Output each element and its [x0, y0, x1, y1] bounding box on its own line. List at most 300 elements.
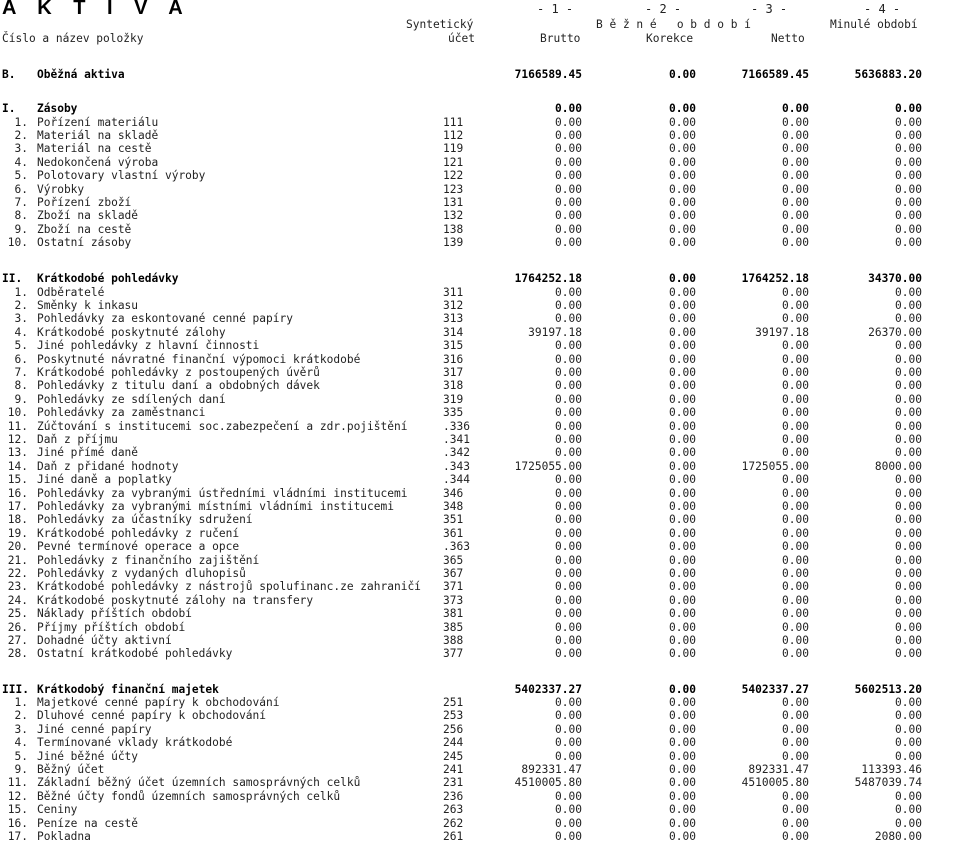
row-netto: 0.00 — [782, 129, 809, 142]
row-name: Jiné daně a poplatky — [37, 473, 172, 487]
row-account: 119 — [443, 142, 464, 156]
row-number: 11. — [7, 776, 28, 790]
row-netto: 0.00 — [782, 722, 809, 736]
row-netto: 0.00 — [782, 169, 809, 183]
row-brutto: 5402337.27 — [514, 682, 582, 696]
row-korekce: 0.00 — [669, 102, 696, 115]
row-netto: 0.00 — [782, 285, 809, 299]
row-korekce: 0.00 — [669, 379, 696, 393]
row-korekce: 0.00 — [669, 325, 696, 339]
row-account: 263 — [443, 803, 464, 817]
row-account: 371 — [443, 580, 464, 594]
row-korekce: 0.00 — [669, 486, 696, 500]
row-previous: 0.00 — [895, 567, 922, 580]
row-netto: 0.00 — [782, 816, 809, 830]
table-row — [0, 286, 960, 299]
row-brutto: 7166589.45 — [514, 68, 582, 81]
row-name: Zúčtování s institucemi soc.zabezpečení a zdr.pojištění — [37, 419, 408, 433]
row-netto: 0.00 — [782, 789, 809, 803]
row-number: 17. — [7, 830, 28, 843]
row-korekce: 0.00 — [669, 500, 696, 513]
row-previous: 0.00 — [895, 709, 922, 723]
row-name: Daň z přidané hodnoty — [37, 459, 179, 473]
row-number: 3. — [14, 312, 28, 326]
table-row — [0, 326, 960, 339]
row-name: Zboží na cestě — [37, 222, 132, 236]
row-brutto: 0.00 — [555, 406, 582, 420]
row-number: 24. — [7, 593, 28, 607]
row-account: 365 — [443, 553, 464, 567]
table-row — [0, 647, 960, 660]
row-account: 381 — [443, 607, 464, 621]
row-brutto: 0.00 — [555, 722, 582, 736]
row-name: Náklady příštích období — [37, 607, 192, 621]
row-netto: 0.00 — [782, 593, 809, 607]
row-netto: 0.00 — [782, 312, 809, 326]
table-row — [0, 736, 960, 749]
row-name: Ostatní krátkodobé pohledávky — [37, 647, 233, 661]
row-korekce: 0.00 — [669, 406, 696, 420]
row-netto: 0.00 — [782, 540, 809, 554]
row-account: 367 — [443, 567, 464, 580]
row-netto: 0.00 — [782, 339, 809, 353]
row-account: .363 — [443, 540, 470, 554]
row-netto: 0.00 — [782, 647, 809, 661]
row-korekce: 0.00 — [669, 553, 696, 567]
row-korekce: 0.00 — [669, 222, 696, 236]
row-korekce: 0.00 — [669, 830, 696, 843]
row-name: Pohledávky z finančního zajištění — [37, 553, 260, 567]
row-number: 14. — [7, 459, 28, 473]
table-row — [0, 750, 960, 763]
row-account: 261 — [443, 830, 464, 843]
row-name: Pohledávky za vybranými ústředními vládními institucemi — [37, 486, 408, 500]
table-row — [0, 634, 960, 647]
row-korekce: 0.00 — [669, 647, 696, 661]
row-brutto: 0.00 — [555, 830, 582, 843]
row-netto: 0.00 — [782, 696, 809, 709]
row-brutto: 0.00 — [555, 155, 582, 169]
row-previous: 0.00 — [895, 553, 922, 567]
row-number: 1. — [14, 285, 28, 299]
table-row — [0, 169, 960, 182]
row-account: 123 — [443, 182, 464, 196]
row-korekce: 0.00 — [669, 419, 696, 433]
row-account: 312 — [443, 299, 464, 312]
table-row — [0, 353, 960, 366]
row-korekce: 0.00 — [669, 352, 696, 366]
row-netto: 0.00 — [782, 803, 809, 817]
header-synthetic: Syntetický — [406, 18, 474, 31]
row-brutto: 0.00 — [555, 236, 582, 250]
row-account: 256 — [443, 722, 464, 736]
row-brutto: 0.00 — [555, 115, 582, 129]
row-korekce: 0.00 — [669, 682, 696, 696]
row-brutto: 0.00 — [555, 526, 582, 540]
row-korekce: 0.00 — [669, 169, 696, 183]
table-row — [0, 817, 960, 830]
row-previous: 0.00 — [895, 366, 922, 379]
row-netto: 0.00 — [782, 580, 809, 594]
row-number: 21. — [7, 553, 28, 567]
row-previous: 0.00 — [895, 736, 922, 750]
table-row — [0, 540, 960, 553]
row-netto: 0.00 — [782, 102, 809, 115]
row-netto: 1764252.18 — [741, 272, 809, 285]
table-row — [0, 196, 960, 209]
row-number: 5. — [14, 749, 28, 763]
row-netto: 0.00 — [782, 634, 809, 647]
row-name: Jiné běžné účty — [37, 749, 139, 763]
row-account: .336 — [443, 419, 470, 433]
row-previous: 0.00 — [895, 142, 922, 156]
row-name: Krátkodobé poskytnuté zálohy — [37, 325, 226, 339]
row-brutto: 0.00 — [555, 129, 582, 142]
row-number: 1. — [14, 115, 28, 129]
table-row — [0, 142, 960, 155]
column-number-3: - 3 - — [751, 2, 788, 16]
row-brutto: 0.00 — [555, 736, 582, 750]
row-netto: 0.00 — [782, 473, 809, 487]
row-name: Krátkodobé pohledávky z nástrojů spolufinanc.ze zahraničí — [37, 580, 421, 594]
row-brutto: 0.00 — [555, 419, 582, 433]
row-netto: 0.00 — [782, 196, 809, 209]
row-number: 23. — [7, 580, 28, 594]
row-number: I. — [2, 102, 16, 115]
row-number: 9. — [14, 222, 28, 236]
row-previous: 0.00 — [895, 803, 922, 817]
row-netto: 0.00 — [782, 446, 809, 460]
table-row — [0, 446, 960, 459]
row-previous: 34370.00 — [868, 272, 922, 285]
row-previous: 0.00 — [895, 312, 922, 326]
row-number: 11. — [7, 419, 28, 433]
row-netto: 0.00 — [782, 433, 809, 446]
table-row — [0, 621, 960, 634]
row-name: Výrobky — [37, 182, 85, 196]
row-previous: 0.00 — [895, 696, 922, 709]
row-previous: 0.00 — [895, 352, 922, 366]
row-number: 4. — [14, 325, 28, 339]
row-netto: 0.00 — [782, 553, 809, 567]
row-korekce: 0.00 — [669, 473, 696, 487]
row-korekce: 0.00 — [669, 209, 696, 223]
table-row — [0, 433, 960, 446]
row-account: 313 — [443, 312, 464, 326]
row-previous: 0.00 — [895, 580, 922, 594]
row-korekce: 0.00 — [669, 366, 696, 379]
row-number: B. — [2, 68, 16, 81]
row-netto: 0.00 — [782, 366, 809, 379]
row-account: 138 — [443, 222, 464, 236]
row-netto: 0.00 — [782, 352, 809, 366]
row-name: Pořízení zboží — [37, 196, 132, 209]
row-name: Krátkodobé poskytnuté zálohy na transfery — [37, 593, 314, 607]
row-brutto: 0.00 — [555, 339, 582, 353]
row-korekce: 0.00 — [669, 749, 696, 763]
row-number: 3. — [14, 142, 28, 156]
row-previous: 8000.00 — [874, 459, 922, 473]
row-previous: 5636883.20 — [854, 68, 922, 81]
row-account: 346 — [443, 486, 464, 500]
row-brutto: 0.00 — [555, 102, 582, 115]
row-brutto: 0.00 — [555, 169, 582, 183]
table-row — [0, 393, 960, 406]
row-netto: 0.00 — [782, 406, 809, 420]
row-previous: 0.00 — [895, 339, 922, 353]
section-row — [0, 68, 960, 81]
header-brutto: Brutto — [540, 32, 581, 45]
row-number: 17. — [7, 500, 28, 513]
row-netto: 39197.18 — [755, 325, 809, 339]
header-korekce: Korekce — [646, 32, 694, 45]
table-row — [0, 299, 960, 312]
row-brutto: 4510005.80 — [514, 776, 582, 790]
row-previous: 0.00 — [895, 607, 922, 621]
row-number: 28. — [7, 647, 28, 661]
row-previous: 0.00 — [895, 182, 922, 196]
row-name: Krátkodobé pohledávky — [37, 272, 179, 285]
row-brutto: 0.00 — [555, 540, 582, 554]
row-korekce: 0.00 — [669, 513, 696, 527]
row-account: .344 — [443, 473, 470, 487]
row-brutto: 0.00 — [555, 352, 582, 366]
row-netto: 0.00 — [782, 607, 809, 621]
row-netto: 0.00 — [782, 830, 809, 843]
row-brutto: 0.00 — [555, 500, 582, 513]
row-previous: 0.00 — [895, 169, 922, 183]
row-previous: 0.00 — [895, 486, 922, 500]
row-name: Materiál na cestě — [37, 142, 152, 156]
row-account: 315 — [443, 339, 464, 353]
table-row — [0, 156, 960, 169]
row-account: 122 — [443, 169, 464, 183]
row-name: Příjmy příštích období — [37, 620, 186, 634]
row-number: 18. — [7, 513, 28, 527]
row-previous: 0.00 — [895, 433, 922, 446]
row-brutto: 0.00 — [555, 285, 582, 299]
header-previous: Minulé období — [830, 18, 918, 31]
row-brutto: 1725055.00 — [514, 459, 582, 473]
row-korekce: 0.00 — [669, 540, 696, 554]
row-korekce: 0.00 — [669, 272, 696, 285]
table-row — [0, 339, 960, 352]
row-brutto: 0.00 — [555, 593, 582, 607]
row-korekce: 0.00 — [669, 142, 696, 156]
row-previous: 0.00 — [895, 129, 922, 142]
row-korekce: 0.00 — [669, 285, 696, 299]
row-account: 244 — [443, 736, 464, 750]
row-name: Polotovary vlastní výroby — [37, 169, 206, 183]
row-korekce: 0.00 — [669, 129, 696, 142]
row-netto: 7166589.45 — [741, 68, 809, 81]
row-brutto: 0.00 — [555, 433, 582, 446]
row-number: 9. — [14, 392, 28, 406]
row-previous: 0.00 — [895, 593, 922, 607]
row-brutto: 0.00 — [555, 634, 582, 647]
row-account: 112 — [443, 129, 464, 142]
row-brutto: 0.00 — [555, 142, 582, 156]
table-row — [0, 223, 960, 236]
row-previous: 0.00 — [895, 816, 922, 830]
row-name: Daň z příjmu — [37, 433, 118, 446]
row-name: Krátkodobé pohledávky z ručení — [37, 526, 240, 540]
row-brutto: 0.00 — [555, 647, 582, 661]
row-korekce: 0.00 — [669, 789, 696, 803]
row-korekce: 0.00 — [669, 776, 696, 790]
row-previous: 0.00 — [895, 102, 922, 115]
header-period: B ě ž n é o b d o b í — [596, 18, 751, 31]
row-account: 132 — [443, 209, 464, 223]
row-netto: 0.00 — [782, 299, 809, 312]
row-account: 348 — [443, 500, 464, 513]
row-name: Základní běžný účet územních samosprávných celků — [37, 776, 361, 790]
column-number-1: - 1 - — [537, 2, 574, 16]
table-row — [0, 830, 960, 843]
row-account: 245 — [443, 749, 464, 763]
row-korekce: 0.00 — [669, 299, 696, 312]
row-netto: 0.00 — [782, 526, 809, 540]
row-name: Dluhové cenné papíry k obchodování — [37, 709, 267, 723]
row-previous: 0.00 — [895, 236, 922, 250]
row-number: 27. — [7, 634, 28, 647]
row-account: .343 — [443, 459, 470, 473]
row-name: Pokladna — [37, 830, 91, 843]
row-previous: 0.00 — [895, 406, 922, 420]
row-account: 318 — [443, 379, 464, 393]
row-number: 2. — [14, 299, 28, 312]
row-brutto: 0.00 — [555, 513, 582, 527]
row-account: 361 — [443, 526, 464, 540]
row-name: Ostatní zásoby — [37, 236, 132, 250]
row-number: 5. — [14, 339, 28, 353]
row-korekce: 0.00 — [669, 182, 696, 196]
row-number: 8. — [14, 209, 28, 223]
row-account: .341 — [443, 433, 470, 446]
row-previous: 0.00 — [895, 115, 922, 129]
row-previous: 0.00 — [895, 155, 922, 169]
row-name: Oběžná aktiva — [37, 68, 125, 81]
row-previous: 0.00 — [895, 299, 922, 312]
table-row — [0, 723, 960, 736]
row-account: 319 — [443, 392, 464, 406]
row-account: 231 — [443, 776, 464, 790]
row-number: 4. — [14, 155, 28, 169]
column-number-2: - 2 - — [645, 2, 682, 16]
row-number: 12. — [7, 433, 28, 446]
row-account: 111 — [443, 115, 464, 129]
row-netto: 0.00 — [782, 182, 809, 196]
row-account: 314 — [443, 325, 464, 339]
row-previous: 0.00 — [895, 540, 922, 554]
row-brutto: 0.00 — [555, 816, 582, 830]
row-previous: 0.00 — [895, 500, 922, 513]
row-brutto: 1764252.18 — [514, 272, 582, 285]
table-row — [0, 406, 960, 419]
row-brutto: 0.00 — [555, 209, 582, 223]
row-number: 1. — [14, 696, 28, 709]
row-name: Materiál na skladě — [37, 129, 159, 142]
row-name: Krátkodobý finanční majetek — [37, 682, 219, 696]
row-brutto: 892331.47 — [521, 763, 582, 776]
table-row — [0, 607, 960, 620]
row-korekce: 0.00 — [669, 607, 696, 621]
row-number: 16. — [7, 816, 28, 830]
row-name: Pohledávky za eskontované cenné papíry — [37, 312, 293, 326]
row-korekce: 0.00 — [669, 736, 696, 750]
row-netto: 0.00 — [782, 209, 809, 223]
row-number: 19. — [7, 526, 28, 540]
row-korekce: 0.00 — [669, 236, 696, 250]
row-previous: 0.00 — [895, 209, 922, 223]
row-number: 2. — [14, 129, 28, 142]
row-number: 13. — [7, 446, 28, 460]
row-name: Peníze na cestě — [37, 816, 139, 830]
report-title: A K T I V A — [2, 0, 191, 19]
row-brutto: 0.00 — [555, 709, 582, 723]
row-netto: 4510005.80 — [741, 776, 809, 790]
row-number: III. — [2, 682, 29, 696]
row-brutto: 0.00 — [555, 196, 582, 209]
row-account: 317 — [443, 366, 464, 379]
row-name: Zboží na skladě — [37, 209, 139, 223]
row-brutto: 0.00 — [555, 312, 582, 326]
row-previous: 113393.46 — [861, 763, 922, 776]
row-previous: 5487039.74 — [854, 776, 922, 790]
row-netto: 0.00 — [782, 486, 809, 500]
row-previous: 0.00 — [895, 634, 922, 647]
table-row — [0, 312, 960, 325]
row-netto: 0.00 — [782, 155, 809, 169]
section-row — [0, 102, 960, 115]
row-name: Pohledávky za účastníky sdružení — [37, 513, 253, 527]
row-account: 373 — [443, 593, 464, 607]
table-row — [0, 513, 960, 526]
row-brutto: 0.00 — [555, 789, 582, 803]
row-netto: 0.00 — [782, 620, 809, 634]
header-account: účet — [448, 32, 475, 45]
row-account: 377 — [443, 647, 464, 661]
row-korekce: 0.00 — [669, 433, 696, 446]
row-name: Pohledávky za vybranými místními vládními institucemi — [37, 500, 394, 513]
header-netto: Netto — [771, 32, 805, 45]
row-netto: 0.00 — [782, 222, 809, 236]
row-name: Pohledávky ze sdílených daní — [37, 392, 226, 406]
row-number: 2. — [14, 709, 28, 723]
row-netto: 0.00 — [782, 749, 809, 763]
table-row — [0, 236, 960, 249]
table-row — [0, 420, 960, 433]
row-previous: 0.00 — [895, 749, 922, 763]
row-previous: 0.00 — [895, 419, 922, 433]
table-row — [0, 500, 960, 513]
row-korekce: 0.00 — [669, 634, 696, 647]
row-account: 388 — [443, 634, 464, 647]
row-name: Pevné termínové operace a opce — [37, 540, 240, 554]
row-number: 20. — [7, 540, 28, 554]
row-korekce: 0.00 — [669, 722, 696, 736]
row-account: 121 — [443, 155, 464, 169]
row-brutto: 0.00 — [555, 580, 582, 594]
row-name: Pořízení materiálu — [37, 115, 159, 129]
row-account: 251 — [443, 696, 464, 709]
row-name: Krátkodobé pohledávky z postoupených úvěrů — [37, 366, 320, 379]
row-brutto: 0.00 — [555, 620, 582, 634]
row-number: II. — [2, 272, 23, 285]
row-account: .342 — [443, 446, 470, 460]
row-number: 6. — [14, 182, 28, 196]
row-number: 9. — [14, 763, 28, 776]
